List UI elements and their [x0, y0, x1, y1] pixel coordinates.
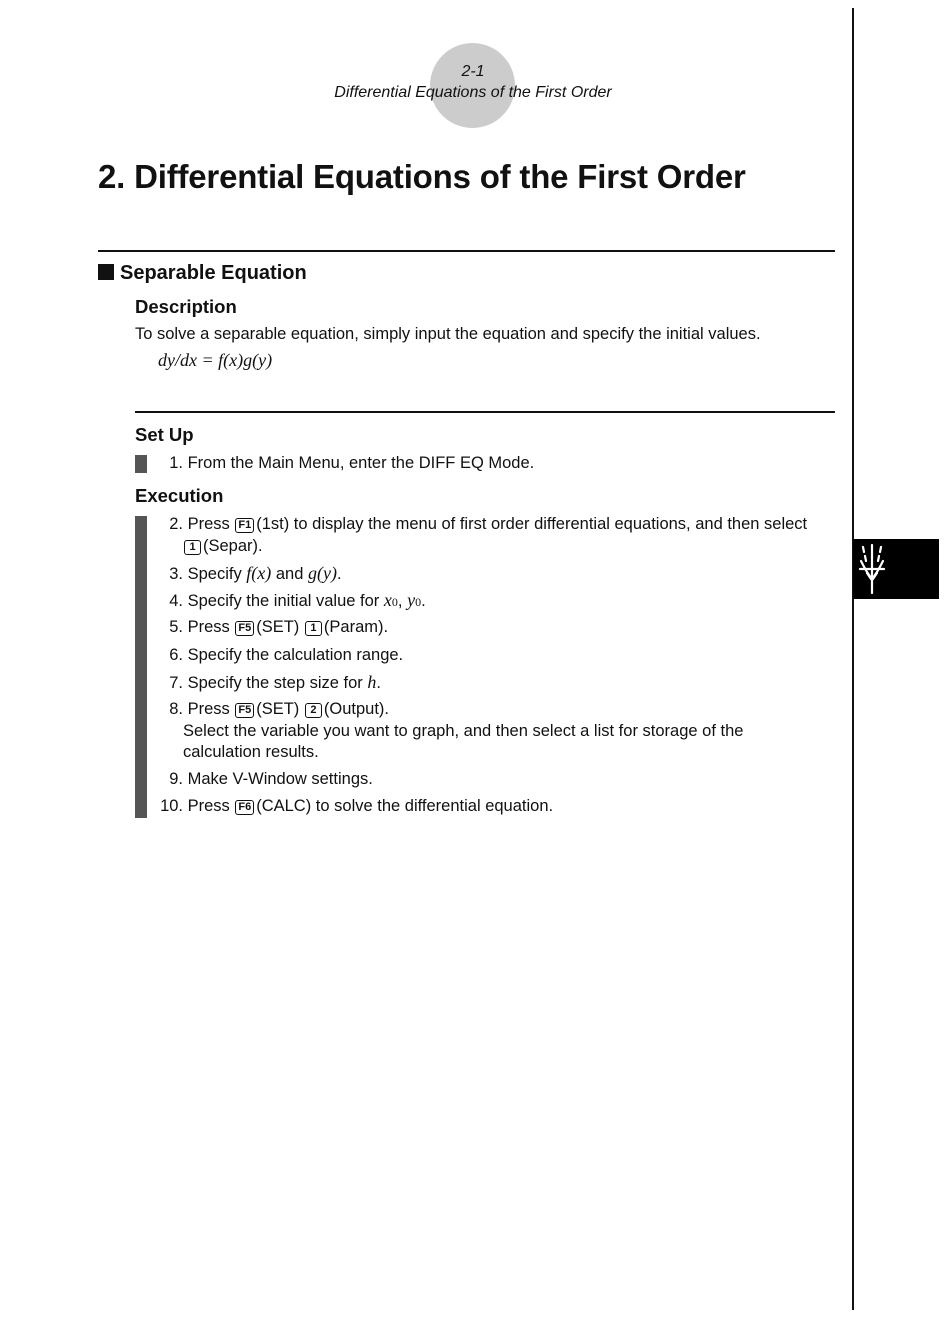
step-5: 5. Press F5 (SET) 1 (Param).	[169, 618, 389, 636]
description-heading: Description	[135, 296, 237, 317]
step-3: 3. Specify f(x) and g(y).	[169, 563, 342, 583]
margin-rule	[852, 8, 854, 1310]
running-title: Differential Equations of the First Order	[334, 84, 612, 101]
section-title: Separable Equation	[98, 262, 307, 285]
step-9: 9. Make V-Window settings.	[169, 770, 373, 788]
setup-heading: Set Up	[135, 424, 194, 445]
f6-key: F6	[235, 800, 254, 815]
setup-rule	[135, 411, 835, 413]
step-1: 1. From the Main Menu, enter the DIFF EQ Mode.	[169, 454, 535, 472]
separable-formula: dy/dx = f(x)g(y)	[158, 350, 273, 370]
step-10: 10. Press F6 (CALC) to solve the differential equation.	[160, 797, 554, 815]
step-8: 8. Press F5 (SET) 2 (Output). Select the variable you want to graph, and then select a list for storage of the calculation results.	[169, 700, 744, 761]
setup-step-bar	[135, 455, 147, 473]
section-rule	[98, 250, 835, 252]
step-6: 6. Specify the calculation range.	[169, 646, 404, 664]
bullet-square-icon	[98, 264, 114, 280]
f5-key: F5	[235, 703, 254, 718]
execution-step-bar	[135, 516, 147, 818]
chapter-side-tab	[853, 539, 939, 599]
f1-key: F1	[235, 518, 254, 533]
execution-heading: Execution	[135, 485, 224, 506]
key-1: 1	[184, 540, 201, 555]
chapter-title: 2. Differential Equations of the First Order	[98, 158, 746, 195]
f5-key: F5	[235, 621, 254, 636]
direction-field-icon	[853, 539, 939, 599]
step-7: 7. Specify the step size for h.	[169, 672, 381, 692]
key-2: 2	[305, 703, 322, 718]
step-4: 4. Specify the initial value for x0, y0.	[169, 590, 426, 610]
page-number: 2-1	[461, 63, 485, 80]
key-1: 1	[305, 621, 322, 636]
step-2: 2. Press F1 (1st) to display the menu of first order differential equations, and then select 1 (Separ).	[169, 515, 808, 555]
description-text: To solve a separable equation, simply input the equation and specify the initial values.	[135, 325, 761, 343]
